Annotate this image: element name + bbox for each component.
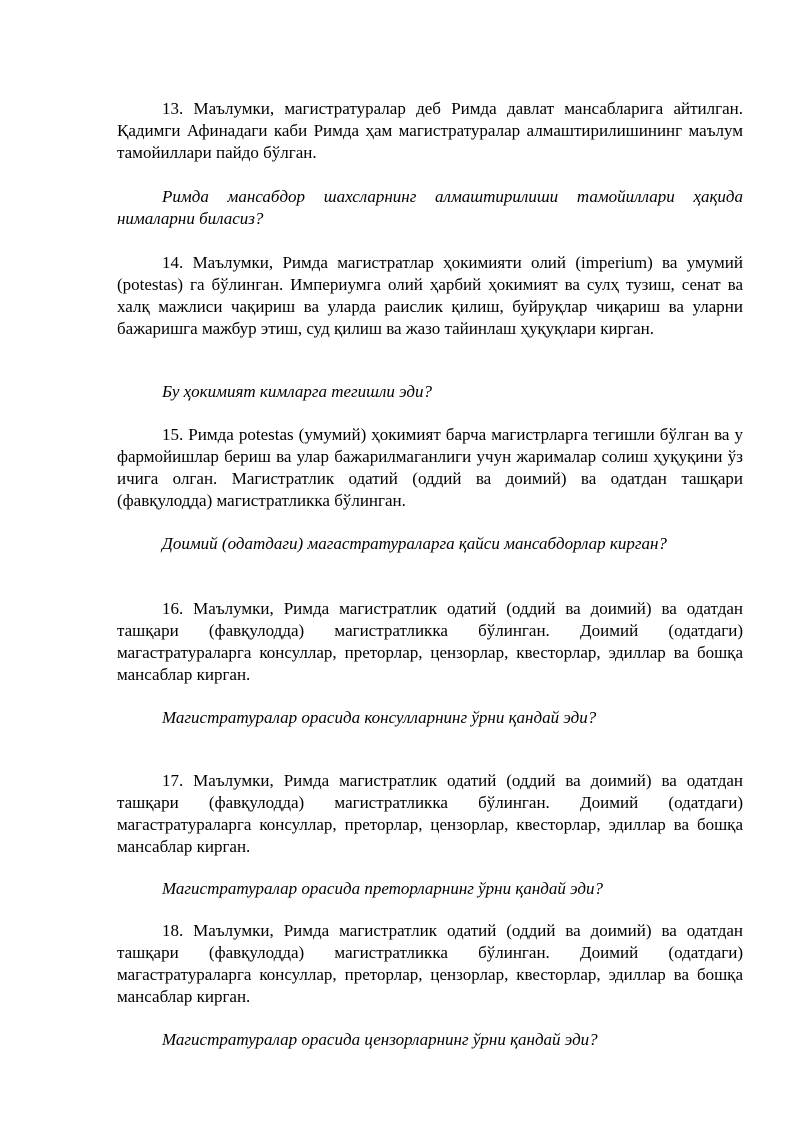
question-17: Магистратуралар орасида преторларнинг ўрни қандай эди?	[162, 879, 603, 898]
paragraph-17: 17. Маълумки, Римда магистратлик одатий (оддий ва доимий) ва одатдан ташқари (фавқулодда) магистратликка бўлинган. Доимий (одатдаги) магастратураларга консуллар, преторлар, цензорлар, квесторлар, эдиллар ва бошқа мансаблар кирган.	[117, 771, 743, 856]
paragraph-18: 18. Маълумки, Римда магистратлик одатий (оддий ва доимий) ва одатдан ташқари (фавқулодда) магистратликка бўлинган. Доимий (одатдаги) магастратураларга консуллар, преторлар, цензорлар, квесторлар, эдиллар ва бошқа мансаблар кирган.	[117, 921, 743, 1006]
question-15: Доимий (одатдаги) магастратураларга қайси мансабдорлар кирган?	[162, 534, 667, 553]
question-13: Римда мансабдор шахсларнинг алмаштирилиши тамойиллари ҳақида нималарни биласиз?	[117, 187, 743, 228]
question-14: Бу ҳокимият кимларга тегишли эди?	[162, 382, 433, 401]
paragraph-13: 13. Маълумки, магистратуралар деб Римда давлат мансабларига айтилган. Қадимги Афинадаги каби Римда ҳам магистратуралар алмаштирилишининг маълум тамойиллари пайдо бўлган.	[117, 99, 743, 162]
paragraph-15: 15. Римда potestas (умумий) ҳокимият барча магистрларга тегишли бўлган ва у фармойишлар бериш ва улар бажарилмаганлиги учун жарималар солиш ҳуқуқини ўз ичига олган. Магистратлик одатий (оддий ва доимий) ва одатдан ташқари (фавқулодда) магистратликка бўлинган.	[117, 425, 743, 510]
question-16: Магистратуралар орасида консулларнинг ўрни қандай эди?	[162, 708, 597, 727]
paragraph-14: 14. Маълумки, Римда магистратлар ҳокимияти олий (imperium) ва умумий (potestas) га бўлинган. Империумга олий ҳарбий ҳокимият ва сулҳ тузиш, сенат ва халқ мажлиси чақириш ва уларда раислик қилиш, буйруқлар чиқариш ва уларни бажаришга мажбур этиш, суд қилиш ва жазо тайинлаш ҳуқуқлари кирган.	[117, 253, 743, 338]
paragraph-16: 16. Маълумки, Римда магистратлик одатий (оддий ва доимий) ва одатдан ташқари (фавқулодда) магистратликка бўлинган. Доимий (одатдаги) магастратураларга консуллар, преторлар, цензорлар, квесторлар, эдиллар ва бошқа мансаблар кирган.	[117, 599, 743, 684]
question-18: Магистратуралар орасида цензорларнинг ўрни қандай эди?	[162, 1030, 598, 1049]
